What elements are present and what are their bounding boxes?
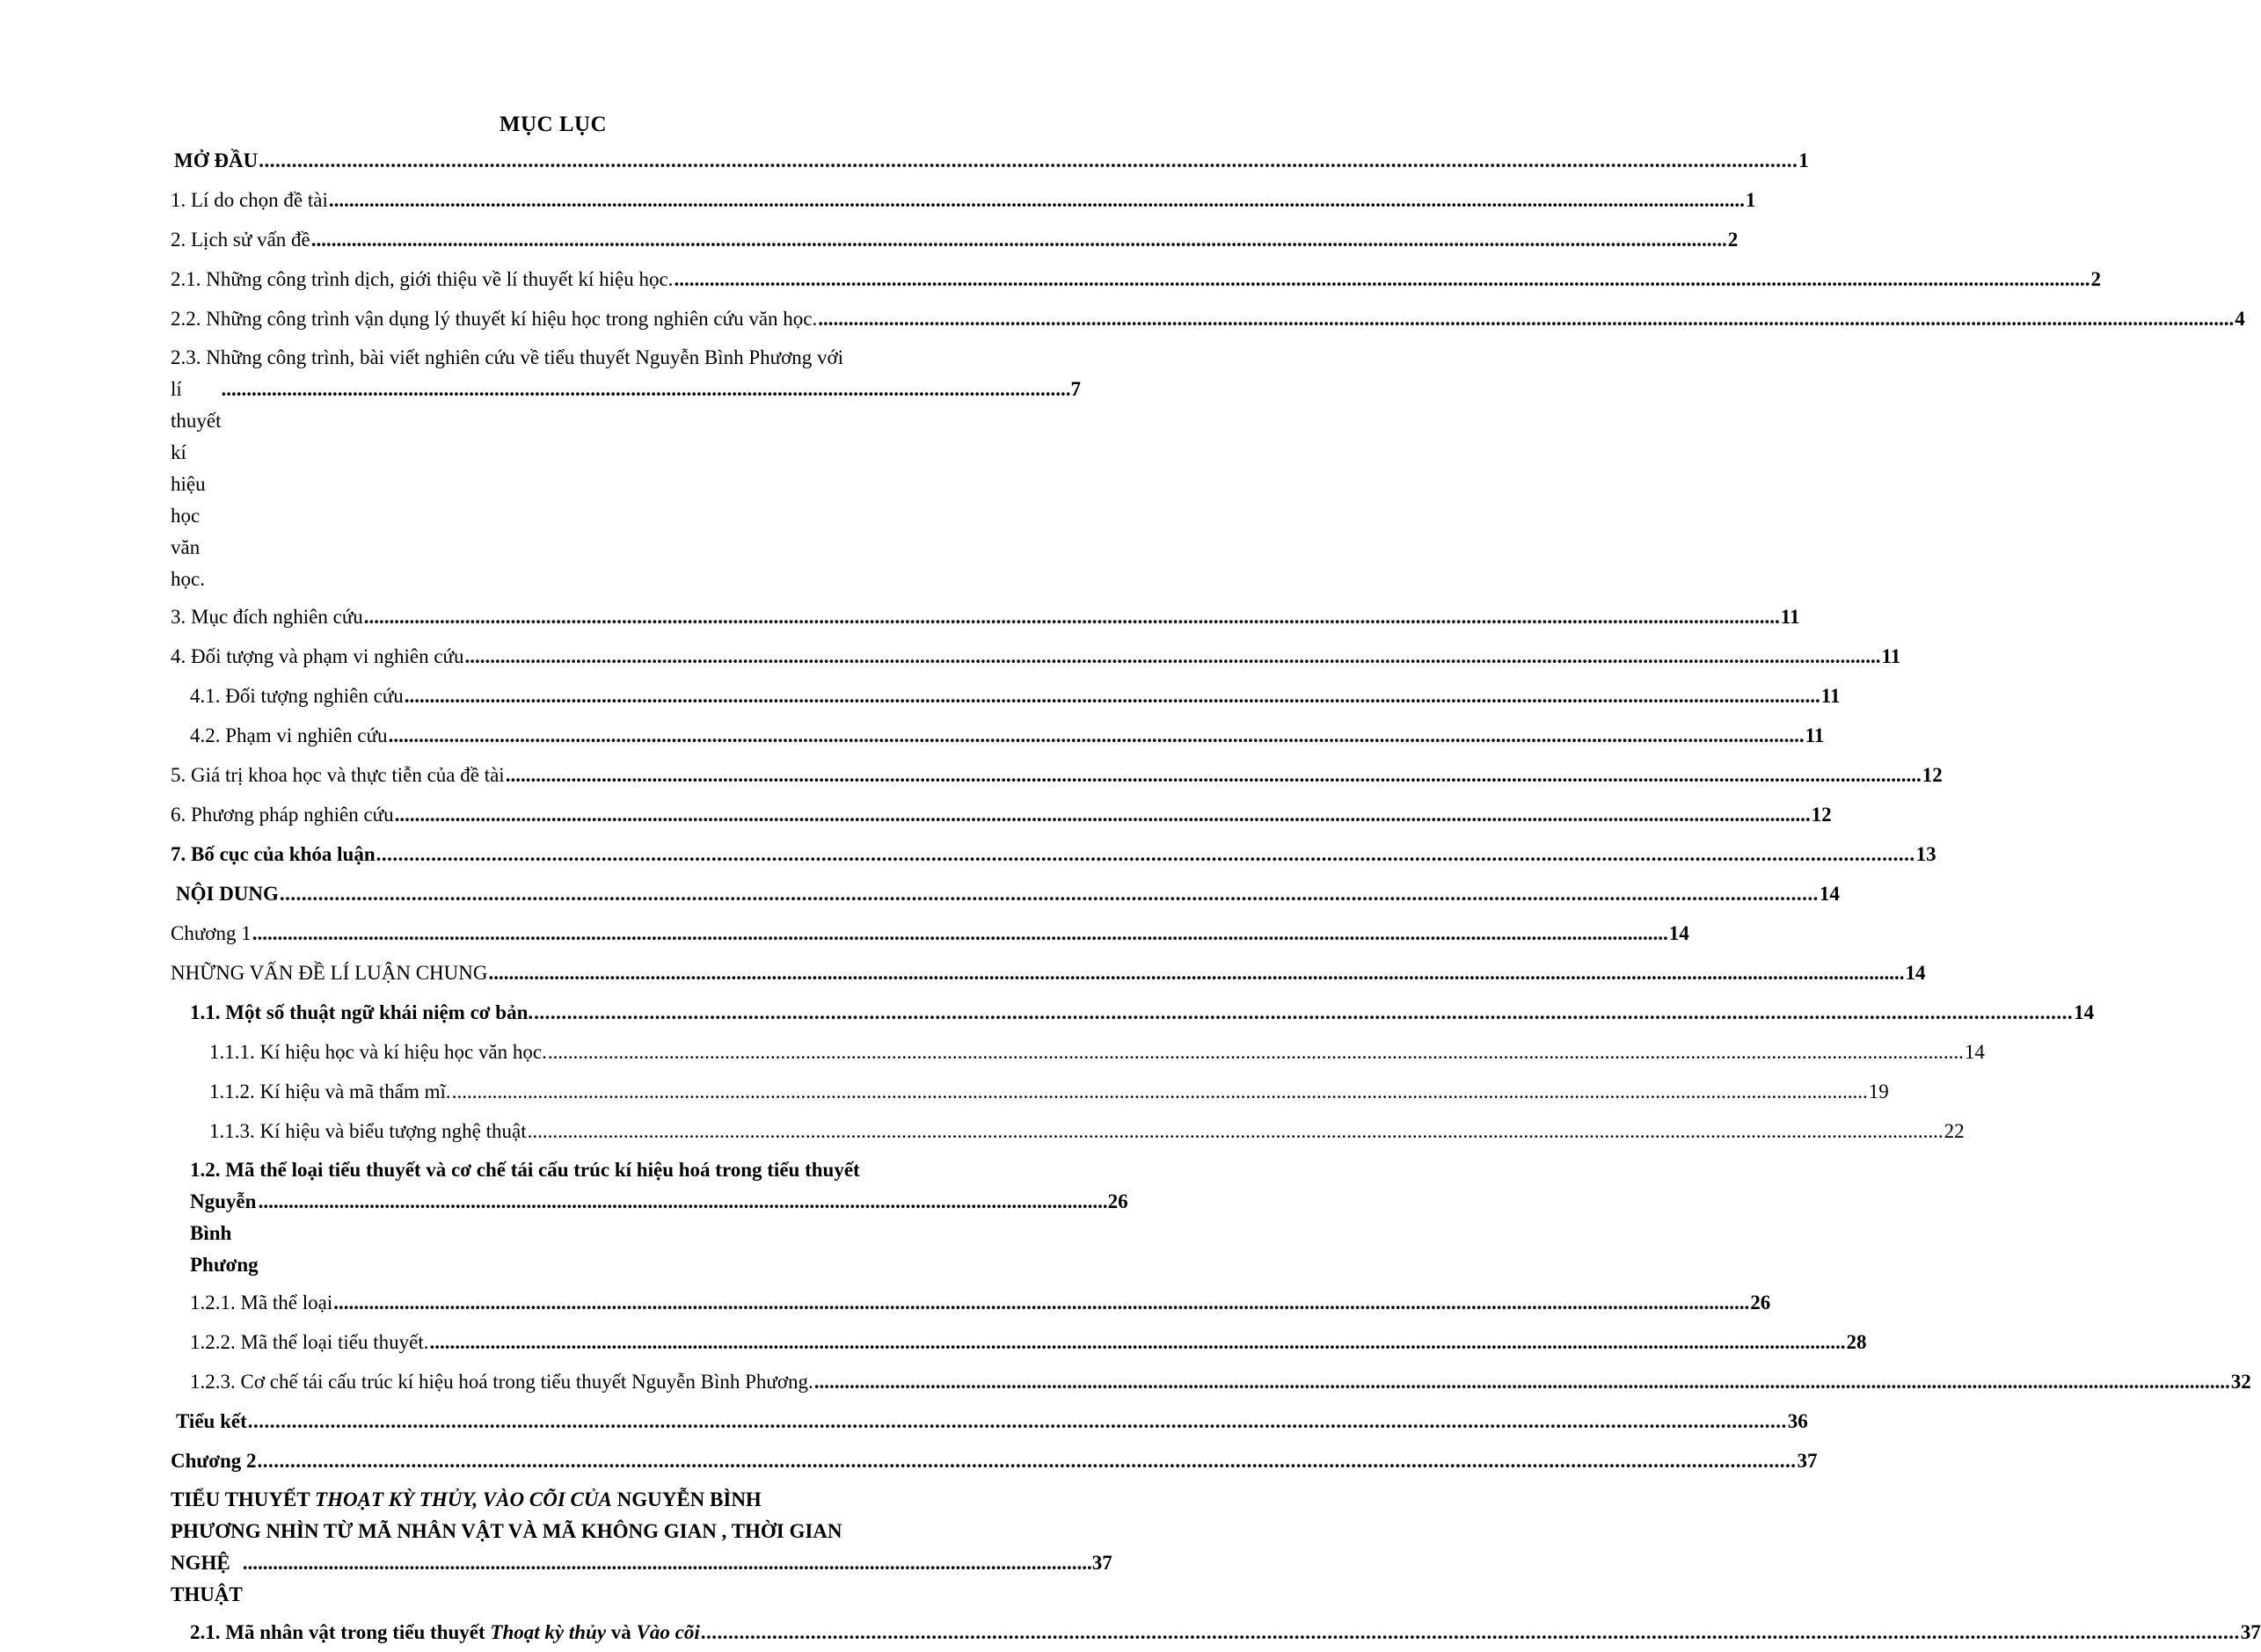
toc-entry-label-italic: THOẠT KỲ THỦY, VÀO CÕI CỦA bbox=[315, 1488, 612, 1510]
dot-leader bbox=[248, 1401, 1787, 1441]
toc-entry[interactable] bbox=[171, 1612, 2261, 1652]
toc-entry[interactable] bbox=[171, 141, 1809, 180]
toc-page-number: 1 bbox=[1745, 189, 1756, 211]
dot-leader bbox=[395, 795, 1811, 834]
toc-entry-label: 1.2.3. Cơ chế tái cấu trúc kí hiệu hoá trong tiểu thuyết Nguyễn Bình Phương. bbox=[190, 1371, 813, 1393]
dot-leader bbox=[701, 1612, 2240, 1652]
toc-entry-label-italic: Vào cõi bbox=[636, 1621, 700, 1643]
toc-entry-label-line1: 2.3. Những công trình, bài viết nghiên cứu về tiểu thuyết Nguyễn Bình Phương với bbox=[171, 346, 844, 368]
toc-entry[interactable] bbox=[171, 676, 1841, 716]
toc-page-number: 32 bbox=[2230, 1371, 2251, 1393]
toc-entry[interactable] bbox=[171, 993, 2095, 1032]
dot-leader: ........................................................................................................................................................................ bbox=[221, 378, 1071, 400]
toc-entry-label: 5. Giá trị khoa học và thực tiễn của đề tài bbox=[171, 764, 505, 786]
dot-leader: ........................................................................................................................................................................ bbox=[242, 1552, 1092, 1574]
toc-page-number: 12 bbox=[1811, 804, 1832, 826]
dot-leader bbox=[429, 1322, 1845, 1362]
toc-entry-label: MỞ ĐẦU bbox=[174, 149, 259, 171]
dot-leader bbox=[329, 180, 1745, 220]
toc-page-number: 26 bbox=[1107, 1190, 1128, 1212]
toc-entry[interactable] bbox=[171, 1283, 1771, 1322]
toc-page-number: 26 bbox=[1750, 1292, 1771, 1314]
toc-entry-label: 1.2.2. Mã thể loại tiểu thuyết. bbox=[190, 1331, 429, 1353]
toc-entry-label: NỘI DUNG bbox=[176, 883, 279, 905]
toc-entry-label: 4.1. Đối tượng nghiên cứu bbox=[190, 685, 404, 707]
toc-entry-label: 2. Lịch sử vấn đề bbox=[171, 229, 310, 251]
toc-page-number: 11 bbox=[1820, 685, 1841, 707]
dot-leader bbox=[818, 299, 2234, 338]
toc-entry[interactable] bbox=[171, 259, 2101, 299]
toc-page-number: 11 bbox=[1805, 724, 1825, 746]
table-of-contents bbox=[171, 141, 2261, 1652]
toc-entry[interactable] bbox=[171, 637, 1901, 676]
toc-entry[interactable] bbox=[171, 220, 1739, 259]
toc-entry[interactable] bbox=[171, 1111, 1965, 1151]
toc-entry[interactable] bbox=[171, 597, 1800, 637]
toc-page-number: 37 bbox=[1797, 1450, 1818, 1472]
toc-page-number: 1 bbox=[1798, 149, 1809, 171]
dot-leader bbox=[534, 993, 2073, 1032]
dot-leader bbox=[548, 1032, 1964, 1072]
dot-leader bbox=[452, 1072, 1868, 1111]
dot-leader bbox=[389, 716, 1805, 755]
toc-entry-label: 1.1.1. Kí hiệu học và kí hiệu học văn học. bbox=[209, 1041, 547, 1063]
dot-leader bbox=[405, 676, 1820, 716]
toc-entry[interactable] bbox=[171, 874, 1840, 913]
toc-page-number: 11 bbox=[1881, 645, 1901, 667]
toc-entry-label: 2.2. Những công trình vận dụng lý thuyết kí hiệu học trong nghiên cứu văn học. bbox=[171, 308, 818, 330]
dot-leader bbox=[465, 637, 1881, 676]
toc-page-number: 14 bbox=[2074, 1001, 2095, 1023]
toc-entry-label: 1.1.2. Kí hiệu và mã thẩm mĩ. bbox=[209, 1081, 451, 1103]
toc-entry[interactable] bbox=[171, 1362, 2251, 1401]
toc-entry[interactable] bbox=[171, 1481, 1112, 1612]
dot-leader bbox=[311, 220, 1727, 259]
dot-leader bbox=[814, 1362, 2230, 1401]
toc-entry-label: 1.2.1. Mã thể loại bbox=[190, 1292, 333, 1314]
toc-entry-label: 4. Đối tượng và phạm vi nghiên cứu bbox=[171, 645, 464, 667]
toc-entry-label-line1 bbox=[171, 1484, 955, 1516]
toc-page-number: 14 bbox=[1905, 962, 1926, 984]
toc-entry-label: Chương 2 bbox=[171, 1450, 257, 1472]
toc-page-number: 37 bbox=[2240, 1621, 2261, 1643]
toc-entry-label: 4.2. Phạm vi nghiên cứu bbox=[190, 724, 388, 746]
toc-page-number: 14 bbox=[1668, 922, 1689, 944]
toc-page-number: 14 bbox=[1964, 1041, 1985, 1063]
toc-entry-label: 1.1.3. Kí hiệu và biểu tượng nghệ thuật bbox=[209, 1120, 527, 1142]
toc-entry[interactable] bbox=[171, 834, 1936, 874]
toc-page-number: 12 bbox=[1922, 764, 1943, 786]
toc-page-number: 22 bbox=[1944, 1120, 1965, 1142]
dot-leader bbox=[528, 1111, 1944, 1151]
toc-entry-label-italic: Thoạt kỳ thủy bbox=[490, 1621, 607, 1643]
toc-entry[interactable] bbox=[171, 1401, 1808, 1441]
toc-page-number: 13 bbox=[1915, 843, 1936, 865]
toc-entry-label bbox=[190, 1612, 700, 1652]
toc-entry-label: Chương 1 bbox=[171, 922, 252, 944]
toc-entry-label: 6. Phương pháp nghiên cứu bbox=[171, 804, 394, 826]
toc-entry[interactable] bbox=[171, 795, 1832, 834]
toc-entry[interactable] bbox=[171, 953, 1926, 993]
toc-entry-label-part: NGUYỄN BÌNH bbox=[611, 1488, 762, 1510]
toc-page-number: 14 bbox=[1819, 883, 1840, 905]
toc-entry-label-line2: PHƯƠNG NHÌN TỪ MÃ NHÂN VẬT VÀ MÃ KHÔNG GIAN , THỜI GIAN bbox=[171, 1520, 842, 1542]
dot-leader bbox=[674, 259, 2090, 299]
toc-entry[interactable] bbox=[171, 338, 1081, 597]
toc-page-number: 4 bbox=[2235, 308, 2245, 330]
toc-entry[interactable] bbox=[171, 913, 1689, 953]
toc-page-number: 2 bbox=[1727, 229, 1739, 251]
dot-leader bbox=[259, 141, 1798, 180]
dot-leader bbox=[488, 953, 1904, 993]
toc-entry[interactable] bbox=[171, 1151, 1128, 1283]
toc-title: MỤC LỤC bbox=[499, 113, 608, 136]
toc-page-number: 28 bbox=[1846, 1331, 1867, 1353]
toc-page-number: 36 bbox=[1787, 1410, 1808, 1432]
dot-leader bbox=[257, 1441, 1796, 1481]
toc-page-number: 19 bbox=[1868, 1081, 1889, 1103]
toc-entry-label-part: TIỂU THUYẾT bbox=[171, 1488, 316, 1510]
toc-page-number: 37 bbox=[1091, 1552, 1112, 1574]
toc-entry-label: 3. Mục đích nghiên cứu bbox=[171, 606, 363, 628]
toc-entry[interactable] bbox=[171, 180, 1756, 220]
toc-entry-label: 1. Lí do chọn đề tài bbox=[171, 189, 328, 211]
dot-leader bbox=[252, 913, 1668, 953]
dot-leader bbox=[364, 597, 1780, 637]
toc-entry-label: NHỮNG VẤN ĐỀ LÍ LUẬN CHUNG bbox=[171, 962, 488, 984]
toc-entry-label-line2: Nguyễn Bình Phương bbox=[190, 1190, 259, 1276]
toc-page-number: 2 bbox=[2090, 268, 2101, 290]
toc-entry-label: 7. Bố cục của khóa luận bbox=[171, 843, 376, 865]
dot-leader bbox=[280, 874, 1819, 913]
toc-entry[interactable] bbox=[171, 1072, 1889, 1111]
toc-entry-label: 1.1. Một số thuật ngữ khái niệm cơ bản. bbox=[190, 1001, 534, 1023]
dot-leader bbox=[333, 1283, 1749, 1322]
dot-leader: ........................................................................................................................................................................ bbox=[258, 1190, 1108, 1212]
toc-entry[interactable] bbox=[171, 755, 1943, 795]
toc-entry-label-line1: 1.2. Mã thể loại tiểu thuyết và cơ chế tái cấu trúc kí hiệu hoá trong tiểu thuyết bbox=[190, 1159, 860, 1181]
toc-entry[interactable] bbox=[171, 1032, 1985, 1072]
toc-entry-label-part: và bbox=[606, 1621, 637, 1643]
toc-entry[interactable] bbox=[171, 1322, 1867, 1362]
dot-leader bbox=[506, 755, 1922, 795]
toc-page-number: 7 bbox=[1070, 378, 1081, 400]
dot-leader bbox=[376, 834, 1915, 874]
toc-entry-label: Tiểu kết bbox=[176, 1410, 247, 1432]
toc-entry-label-part: 2.1. Mã nhân vật trong tiểu thuyết bbox=[190, 1621, 491, 1643]
toc-entry[interactable] bbox=[171, 716, 1825, 755]
toc-entry-label-line2: lí thuyết kí hiệu học văn học. bbox=[171, 378, 222, 590]
toc-entry[interactable] bbox=[171, 1441, 1818, 1481]
toc-entry-label: 2.1. Những công trình dịch, giới thiệu về lí thuyết kí hiệu học. bbox=[171, 268, 674, 290]
toc-page-number: 11 bbox=[1780, 606, 1800, 628]
toc-entry-label-line3: NGHỆ THUẬT bbox=[171, 1552, 243, 1605]
toc-entry[interactable] bbox=[171, 299, 2245, 338]
